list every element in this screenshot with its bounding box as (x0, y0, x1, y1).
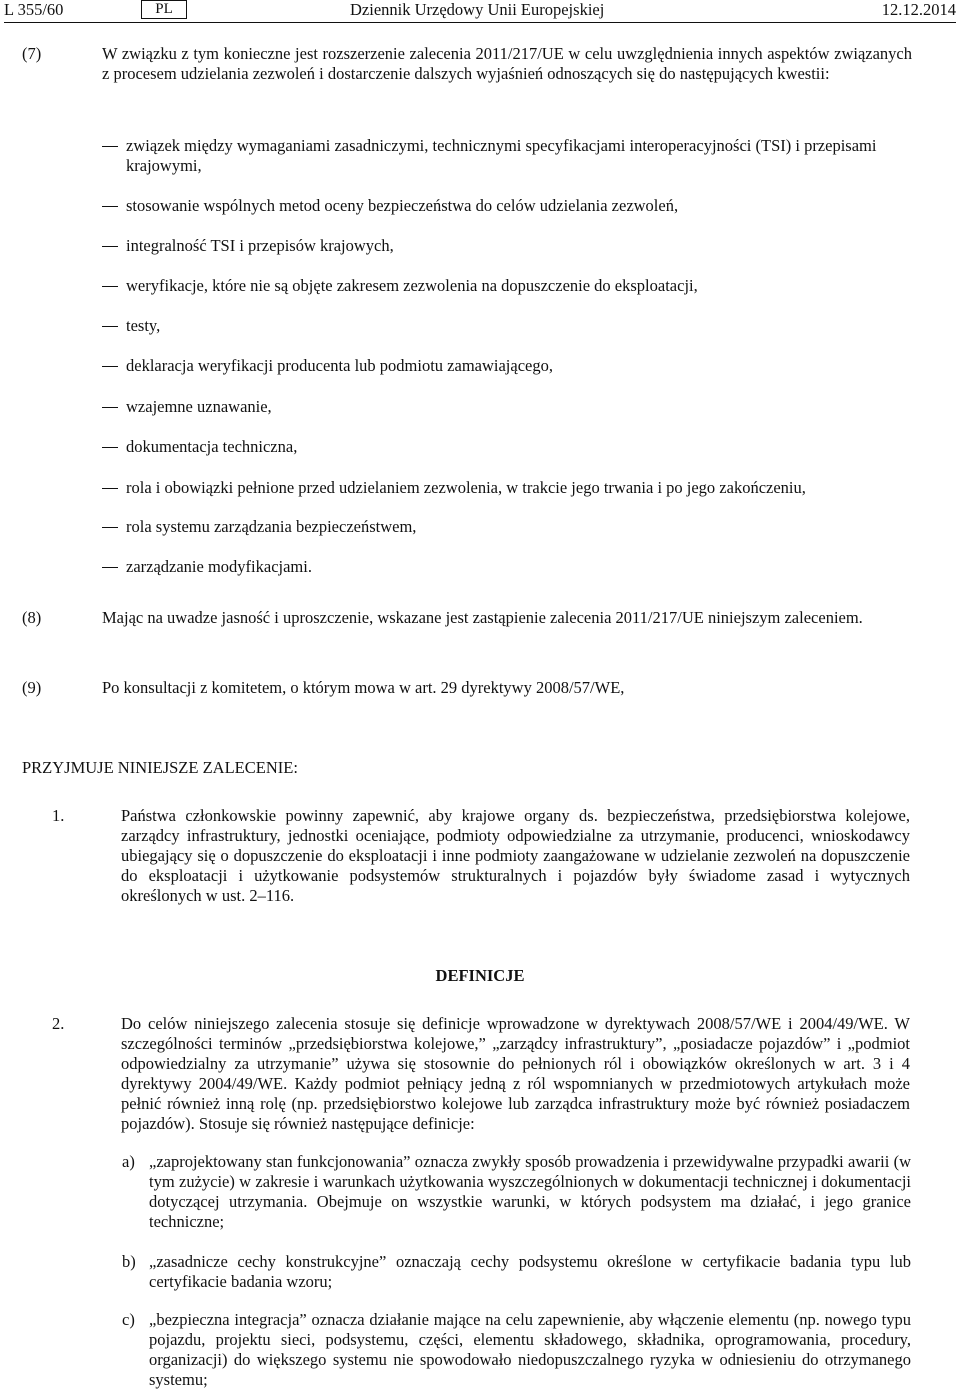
recital-text: Po konsultacji z komitetem, o którym mowa w art. 29 dyrektywy 2008/57/WE, (102, 678, 625, 697)
dash-marker (102, 488, 118, 489)
dash-marker (102, 567, 118, 568)
paragraph-1 (52, 806, 910, 906)
recital-7 (22, 44, 912, 104)
definition-letter: c) (122, 1310, 135, 1329)
recital-8 (22, 608, 912, 648)
list-item-text: stosowanie wspólnych metod oceny bezpieczeństwa do celów udzielania zezwoleń, (126, 196, 679, 215)
section-title: DEFINICJE (435, 966, 525, 985)
list-item-text: dokumentacja techniczna, (126, 437, 298, 456)
paragraph-2 (52, 1014, 910, 1134)
dash-marker (102, 447, 118, 448)
dash-marker (102, 366, 118, 367)
list-item-text: związek między wymaganiami zasadniczymi, technicznymi specyfikacjami interoperacyjności (TSI) i przepisami krajowymi, (126, 136, 877, 175)
dash-marker (102, 246, 118, 247)
recital-number: (9) (22, 678, 42, 697)
recital-number: (7) (22, 44, 42, 63)
page-number: L 355/60 (4, 0, 64, 19)
recital-text: Mając na uwadze jasność i uproszczenie, wskazane jest zastąpienie zalecenia 2011/217/UE niniejszym zaleceniem. (102, 608, 863, 627)
dash-marker (102, 326, 118, 327)
list-item-text: weryfikacje, które nie są objęte zakresem zezwolenia na dopuszczenie do eksploatacji, (126, 276, 698, 295)
dash-marker (102, 146, 118, 147)
list-item-text: deklaracja weryfikacji producenta lub podmiotu zamawiającego, (126, 356, 553, 375)
paragraph-number: 1. (52, 806, 65, 825)
language-badge: PL (141, 0, 187, 19)
list-item-text: rola i obowiązki pełnione przed udzielaniem zezwolenia, w trakcie jego trwania i po jego zakończeniu, (126, 478, 806, 497)
dash-marker (102, 527, 118, 528)
list-item-text: zarządzanie modyfikacjami. (126, 557, 312, 576)
dash-marker (102, 286, 118, 287)
paragraph-text: Do celów niniejszego zalecenia stosuje się definicje wprowadzone w dyrektywach 2008/57/WE i 2004/49/WE. W szczególności terminów „przedsiębiorstwa kolejowe,” „zarządcy infrastruktury”, „posiadacze pojazdów” i „podmiot odpowiedzialny za utrzymanie” używa się stosownie do pełnionych ról i obowiązków określonych w art. 3 i 4 dyrektywy 2004/49/WE. Każdy podmiot pełniący jedną z ról wspomnianych w przedmiotowych artykułach może pełnić również inną rolę (np. przedsiębiorstwo kolejowe lub zarządca infrastruktury może być również posiadaczem pojazdów). Stosuje się również następujące definicje: (121, 1014, 910, 1133)
publication-date: 12.12.2014 (881, 0, 956, 19)
recital-9 (22, 678, 912, 698)
list-item-text: wzajemne uznawanie, (126, 397, 272, 416)
definition-letter: a) (122, 1152, 135, 1171)
definition-text: „zasadnicze cechy konstrukcyjne” oznaczają cechy podsystemu określone w certyfikacie badania typu lub certyfikacie badania wzoru; (149, 1252, 911, 1291)
journal-title: Dziennik Urzędowy Unii Europejskiej (350, 0, 605, 19)
list-item-text: testy, (126, 316, 161, 335)
dash-marker (102, 407, 118, 408)
paragraph-text: Państwa członkowskie powinny zapewnić, aby krajowe organy ds. bezpieczeństwa, przedsiębiorstwa kolejowe, zarządcy infrastruktury, jednostki oceniające, podmioty odpowiedzialne za utrzymanie, producenci, wnioskodawcy ubiegający się o dopuszczenie do eksploatacji i inne podmioty zaangażowane w udzielanie zezwoleń na dopuszczenie do eksploatacji i użytkowanie podsystemów strukturalnych i pojazdów były świadome zasad i wytycznych określonych w ust. 2–116. (121, 806, 910, 905)
paragraph-number: 2. (52, 1014, 65, 1033)
recital-number: (8) (22, 608, 42, 627)
definition-letter: b) (122, 1252, 136, 1271)
recital-text: W związku z tym konieczne jest rozszerzenie zalecenia 2011/217/UE w celu uwzględnienia innych aspektów związanych z procesem udzielania zezwoleń i dostarczenie dalszych wyjaśnień odnoszących się do następujących kwestii: (102, 44, 912, 83)
definition-text: „zaprojektowany stan funkcjonowania” oznacza zwykły sposób prowadzenia i przewidywalne przypadki awarii (w tym zużycie) w zakresie i warunkach użytkowania wyszczególnionych w dokumentacji technicznej i dokumentacji dotyczącej utrzymania. Obejmuje on wszystkie warunki, w których podsystem ma działać, i jego granice techniczne; (149, 1152, 911, 1231)
dash-marker (102, 206, 118, 207)
header-divider (4, 22, 956, 23)
list-item-text: integralność TSI i przepisów krajowych, (126, 236, 394, 255)
definition-text: „bezpieczna integracja” oznacza działanie mające na celu zapewnienie, aby włączenie elementu (np. nowego typu pojazdu, projektu sieci, podsystemu, części, elementu składowego, składnika, oprogramowania, procedury, organizacji) do większego systemu nie spowodowało niedopuszczalnego ryzyka w odniesieniu do otrzymanego systemu; (149, 1310, 911, 1389)
adopts-recommendation: PRZYJMUJE NINIEJSZE ZALECENIE: (22, 758, 298, 777)
list-item-text: rola systemu zarządzania bezpieczeństwem, (126, 517, 417, 536)
